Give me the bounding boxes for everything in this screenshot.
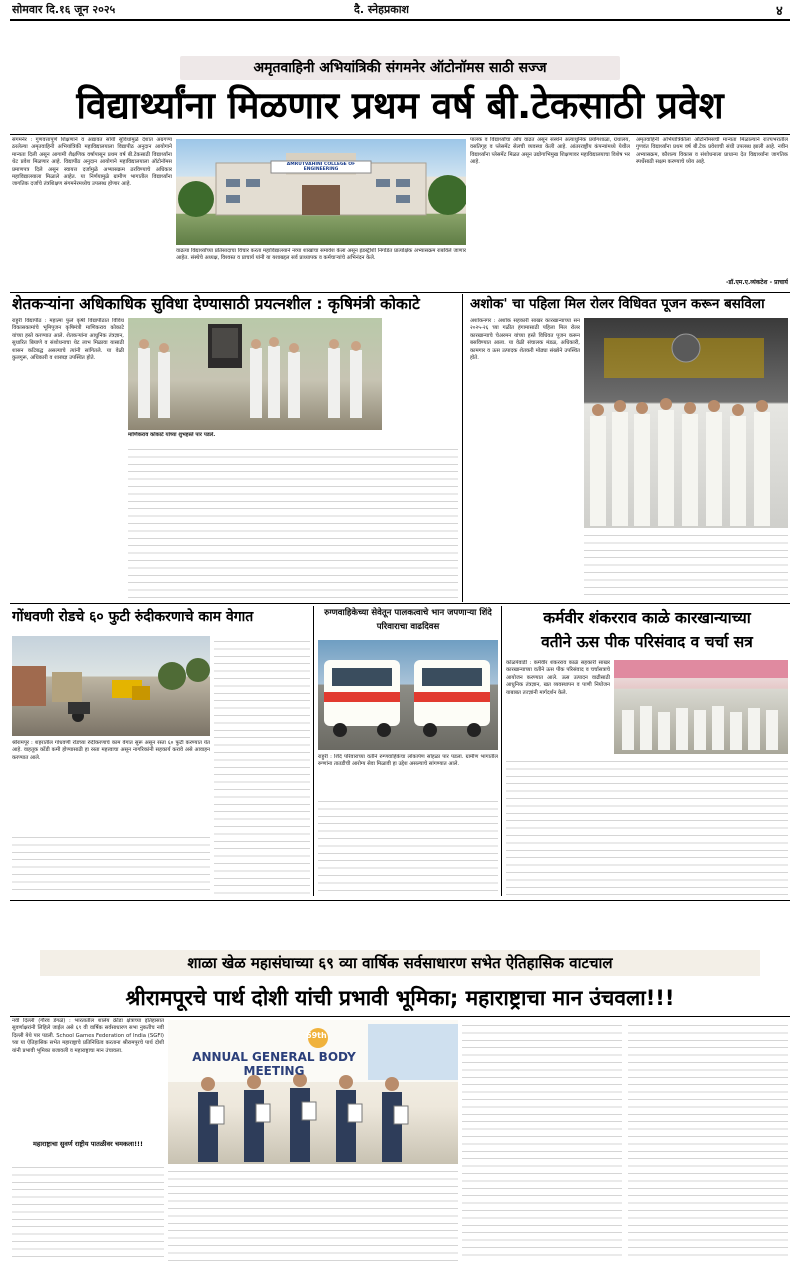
article7-photo	[168, 1020, 458, 1164]
vertical-divider-1	[462, 294, 463, 602]
article1-headline: विद्यार्थ्यांना मिळणार प्रथम वर्ष बी.टेकसाठी प्रवेश	[76, 84, 724, 127]
college-photo	[176, 139, 466, 245]
article6-headline1: कर्मवीर शंकरराव काळे कारखान्याच्या	[543, 609, 751, 627]
article3-caption	[584, 530, 788, 600]
article7-headline: श्रीरामपूरचे पार्थ दोशी यांची प्रभावी भूमिका; महाराष्ट्राचा मान उंचवला!!!	[125, 986, 675, 1010]
article1-col4: पालक व विद्यार्थ्यांचा ओघ वाढत असून संस्थेने अत्याधुनिक प्रयोगशाळा, ग्रंथालय, वसतिगृह व प्लेसमेंट सेलची व्यवस्था केली आहे. आंतरराष्ट्रीय कंपन्यांमध्ये येथील विद्यार्थ्यांना प्लेसमेंट मिळत असून उद्योगाभिमुख शिक्षणावर महाविद्यालयाचा विशेष भर आहे.	[470, 137, 630, 166]
article5-headline: रुग्णवाहिकेच्या सेवेतून पालकत्वाचे भान जपणाऱ्या शिंदे परिवाराचा वाढदिवस	[324, 608, 492, 632]
article7-text: नवी दिल्ली (गौरव डेंगळे) : भारतातील शालेय क्रीडा क्षेत्राच्या इतिहासात सुवर्णाक्षरांनी लिहिले जाईल असे ६९ वी वार्षिक सर्वसाधारण सभा नुकतीच नवी दिल्ली येथे पार पडली. School Games Federation of India (SGFI) च्या या ऐतिहासिक सभेत महाराष्ट्राचे प्रतिनिधित्व करताना श्रीरामपूरचे पार्थ दोशी यांनी प्रभावी भूमिका बजावली व महाराष्ट्राचा मान उंचावला.	[12, 1018, 164, 1054]
vertical-divider-2	[313, 606, 314, 896]
article1-top-rule	[10, 134, 790, 135]
article7-rule	[10, 1016, 790, 1017]
masthead	[0, 0, 800, 18]
vertical-divider-3	[501, 606, 502, 896]
article4-text-cont	[214, 636, 310, 896]
article2-caption: माणिकराव कोकाटे यांच्या शुभहस्ते पार पडले.	[128, 432, 216, 438]
article4-text-left2	[12, 832, 210, 896]
article3-headline: अशोक' चा पहिला मिल रोलर विधिवत पूजन करून बसविला	[470, 296, 765, 312]
article1-signature: -डॉ.एम.ए.व्यंकटेश - प्राचार्य	[725, 279, 788, 286]
article7-kicker: शाळा खेळ महासंघाच्या ६९ व्या वार्षिक सर्वसाधारण सभेत ऐतिहासिक वाटचाल	[187, 954, 613, 972]
article5-text: राहुरी : शिंदे परिवाराच्या वतीने रुग्णवाहिकेचा लोकार्पण सोहळा पार पडला. ग्रामीण भागातील रुग्णांना तातडीची आरोग्य सेवा मिळावी हा उद्देश असल्याचे सांगण्यात आले.	[318, 754, 498, 768]
article7-col4	[628, 1020, 788, 1262]
article1-col5: अमृतवाहिनी अभियांत्रिकीला ऑटोनॉमसची मान्यता मिळाल्याने राज्यभरातील गुणवंत विद्यार्थ्यांना प्रथम वर्ष बी.टेक प्रवेशाची संधी उपलब्ध झाली आहे. नवीन अभ्यासक्रम, कौशल्य विकास व संशोधनाला प्राधान्य देत विद्यार्थ्यांना जागतिक स्पर्धेसाठी सक्षम करण्याचे ध्येय आहे.	[636, 137, 788, 166]
article7-text-cont	[12, 1162, 164, 1262]
article1-col1: संगमनेर : गुणवत्तापूर्ण शिक्षणाने व अद्यावत सोयी सुविधांमुळे देशात अग्रगण्य ठरलेल्या अमृतवाहिनी अभियांत्रिकी महाविद्यालयाला विद्यापीठ अनुदान आयोगाने मान्यता दिली असून आगामी शैक्षणिक वर्षापासून प्रथम वर्ष बी.टेकसाठी विद्यार्थ्यांना थेट प्रवेश मिळणार आहे. विद्यापीठ अनुदान आयोगाने महाविद्यालयाला ऑटोनॉमस प्रमाणपत्र दिले असून स्वायत्त दर्जामुळे अभ्यासक्रम ठरविण्याचे अधिकार महाविद्यालयाला मिळाले आहेत. या निर्णयामुळे ग्रामीण भागातील विद्यार्थ्यांना जागतिक दर्जाचे तंत्रशिक्षण संगमनेरमध्येच उपलब्ध होणार आहे.	[12, 137, 172, 188]
masthead-rule	[10, 19, 790, 21]
page-number: ४	[776, 4, 783, 18]
article6-photo	[614, 660, 788, 754]
article4-text: श्रीरामपूर : शहरातील गोंधवणी रोडच्या रुंदीकरणाचे काम वेगात सुरू असून रस्ता ६० फुटी करण्यात येत आहे. वाहतूक कोंडी कमी होण्यासाठी हा रस्ता महत्त्वाचा असून नागरिकांनी सहकार्य करावे असे आवाहन करण्यात आले.	[12, 740, 210, 761]
article6-text: कोळपेवाडी : कर्मवीर शंकरराव काळे सहकारी साखर कारखान्याच्या वतीने ऊस पीक परिसंवाद व चर्चासत्राचे आयोजन करण्यात आले. ऊस उत्पादन वाढीसाठी आधुनिक तंत्रज्ञान, खत व्यवस्थापन व पाणी नियोजन याबाबत तज्ज्ञांनी मार्गदर्शन केले.	[506, 660, 610, 696]
horizontal-rule-2	[10, 603, 790, 604]
article6-text-cont	[506, 756, 788, 896]
article2-headline: शेतकऱ्यांना अधिकाधिक सुविधा देण्यासाठी प्रयत्नशील : कृषिमंत्री कोकाटे	[12, 295, 420, 313]
article5-text-cont	[318, 796, 498, 896]
article2-text: राहुरी विद्यापीठ : महात्मा फुले कृषी विद्यापीठात विविध विकासकामांचे भूमिपूजन कृषिमंत्री माणिकराव कोकाटे यांच्या हस्ते करण्यात आले. शेतकऱ्यांना आधुनिक तंत्रज्ञान, सुधारित बियाणे व संशोधनाचा थेट लाभ मिळावा यासाठी शासन कटिबद्ध असल्याचे त्यांनी सांगितले. या वेळी कुलगुरू, अधिकारी व शास्त्रज्ञ उपस्थित होते.	[12, 318, 124, 362]
article4-headline: गोंधवणी रोडचे ६० फुटी रुंदीकरणाचे काम वेगात	[12, 609, 254, 625]
masthead-date: सोमवार दि.१६ जून २०२५	[12, 3, 116, 16]
article1-col3: वाढत्या विद्यार्थ्यांच्या प्रतिसादाचा विचार करता महाविद्यालयाने नव्या शाखांचा समावेश केला असून इंडस्ट्रीशी निगडित प्रात्यक्षिक अभ्यासक्रम राबविले जाणार आहेत. संस्थेचे अध्यक्ष, विश्वस्त व प्राचार्य यांनी या यशाबद्दल सर्व प्राध्यापक व कर्मचाऱ्यांचे अभिनंदन केले.	[176, 248, 466, 262]
horizontal-rule-3	[10, 900, 790, 901]
article7-subhead: महाराष्ट्राचा सुवर्ण राष्ट्रीय पातळीवर चमकला!!!	[33, 1140, 143, 1148]
article3-photo	[584, 318, 788, 528]
agm-banner-title: ANNUAL GENERAL BODY MEETING	[192, 1050, 356, 1078]
article6-headline2: वतीने ऊस पीक परिसंवाद व चर्चा सत्र	[541, 633, 753, 651]
article7-col3	[462, 1020, 622, 1262]
article3-text: अशोकनगर : अशोक सहकारी साखर कारखान्याच्या सन २०२५-२६ च्या गळीत हंगामासाठी पहिला मिल रोलर कारखान्याचे चेअरमन यांच्या हस्ते विधिवत पूजन करून बसविण्यात आला. या वेळी संचालक मंडळ, अधिकारी, कामगार व ऊस उत्पादक शेतकरी मोठ्या संख्येने उपस्थित होते.	[470, 318, 580, 362]
masthead-paper: दै. स्नेहप्रकाश	[354, 3, 410, 16]
article5-photo	[318, 640, 498, 750]
agm-banner-number: 69th	[306, 1031, 327, 1040]
article2-text-cont	[128, 444, 458, 598]
article7-photo-caption	[168, 1166, 458, 1262]
college-signboard: AMRUTVAHINI COLLEGE OF ENGINEERING	[286, 162, 356, 172]
article2-photo	[128, 318, 382, 430]
article4-photo	[12, 636, 210, 736]
article1-kicker: अमृतवाहिनी अभियांत्रिकी संगमनेर ऑटोनॉमस साठी सज्ज	[253, 60, 547, 76]
